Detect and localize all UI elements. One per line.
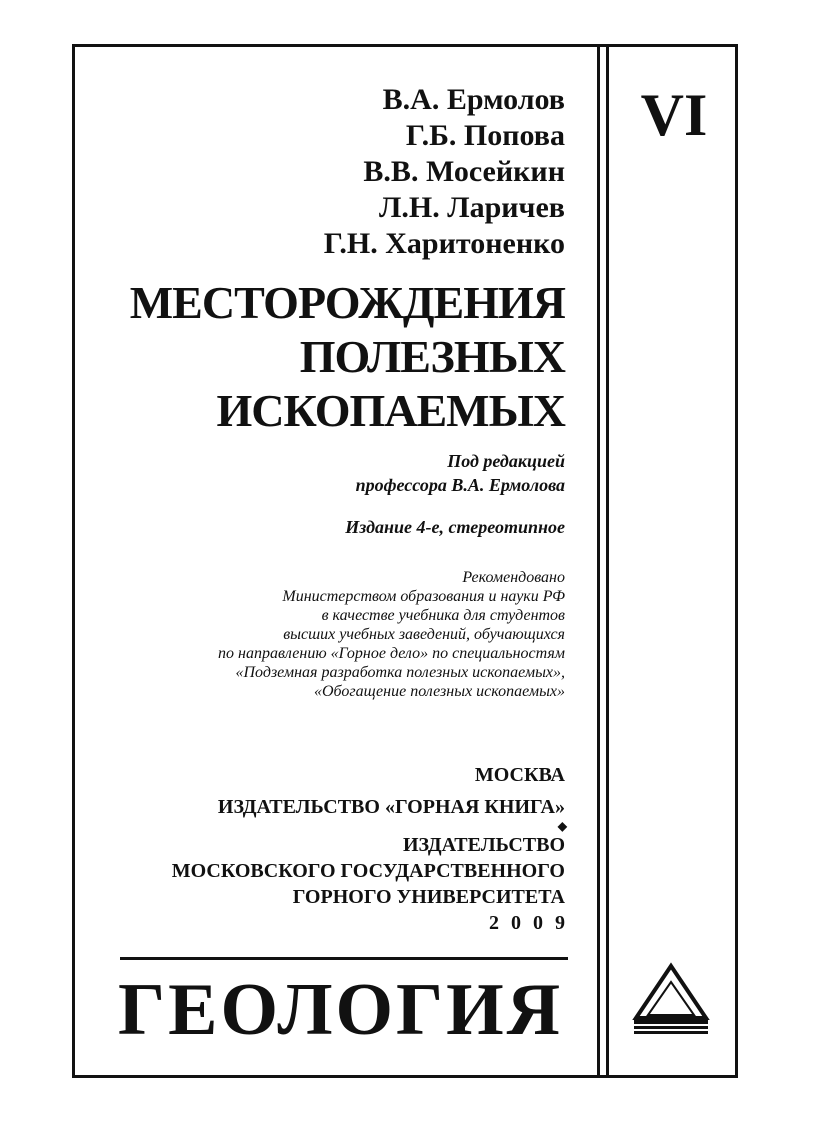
volume-number: VI [640, 82, 708, 148]
publisher-block [171, 762, 577, 936]
book-title [130, 276, 565, 438]
editor-line: профессора В.А. Ермолова [355, 475, 565, 495]
publication-year: 2009 [489, 912, 577, 934]
author: В.В. Мосейкин [363, 155, 565, 188]
authors-block [324, 82, 565, 262]
title-line: ПОЛЕЗНЫХ [299, 331, 565, 382]
publisher-name: ИЗДАТЕЛЬСТВО «ГОРНАЯ КНИГА» [217, 796, 565, 818]
title-line: МЕСТОРОЖДЕНИЯ [129, 277, 565, 328]
horizontal-rule [120, 957, 568, 960]
recommendation-line: в качестве учебника для студентов [321, 607, 565, 624]
title-line: ИСКОПАЕМЫХ [216, 385, 565, 436]
publisher-name: ИЗДАТЕЛЬСТВО [402, 834, 565, 856]
publisher-name: МОСКОВСКОГО ГОСУДАРСТВЕННОГО [171, 860, 565, 882]
divider-line [606, 44, 609, 1078]
author: Г.Б. Попова [405, 119, 565, 152]
recommendation-line: «Подземная разработка полезных ископаемых», [235, 664, 565, 681]
author: Л.Н. Ларичев [379, 191, 565, 224]
author: Г.Н. Харитоненко [323, 227, 565, 260]
editor-line: Под редакцией [447, 451, 565, 471]
recommendation-line: высших учебных заведений, обучающихся [283, 626, 565, 643]
series-title: ГЕОЛОГИЯ [118, 969, 564, 1051]
recommendation-line: «Обогащение полезных ископаемых» [313, 683, 565, 700]
editor-note [356, 449, 565, 497]
publisher-city: МОСКВА [474, 764, 565, 786]
diamond-separator-icon: ◆ [557, 819, 567, 833]
recommendation-line: Рекомендовано [462, 569, 565, 586]
recommendation-line: Министерством образования и науки РФ [282, 588, 565, 605]
recommendation-line: по направлению «Горное дело» по специальностям [218, 645, 565, 662]
recommendation-block [218, 568, 565, 701]
divider-line [597, 44, 600, 1078]
publisher-name: ГОРНОГО УНИВЕРСИТЕТА [292, 886, 565, 908]
edition-note: Издание 4-е, стереотипное [345, 517, 565, 537]
triangle-book-icon [626, 960, 716, 1040]
author: В.А. Ермолов [382, 83, 565, 116]
